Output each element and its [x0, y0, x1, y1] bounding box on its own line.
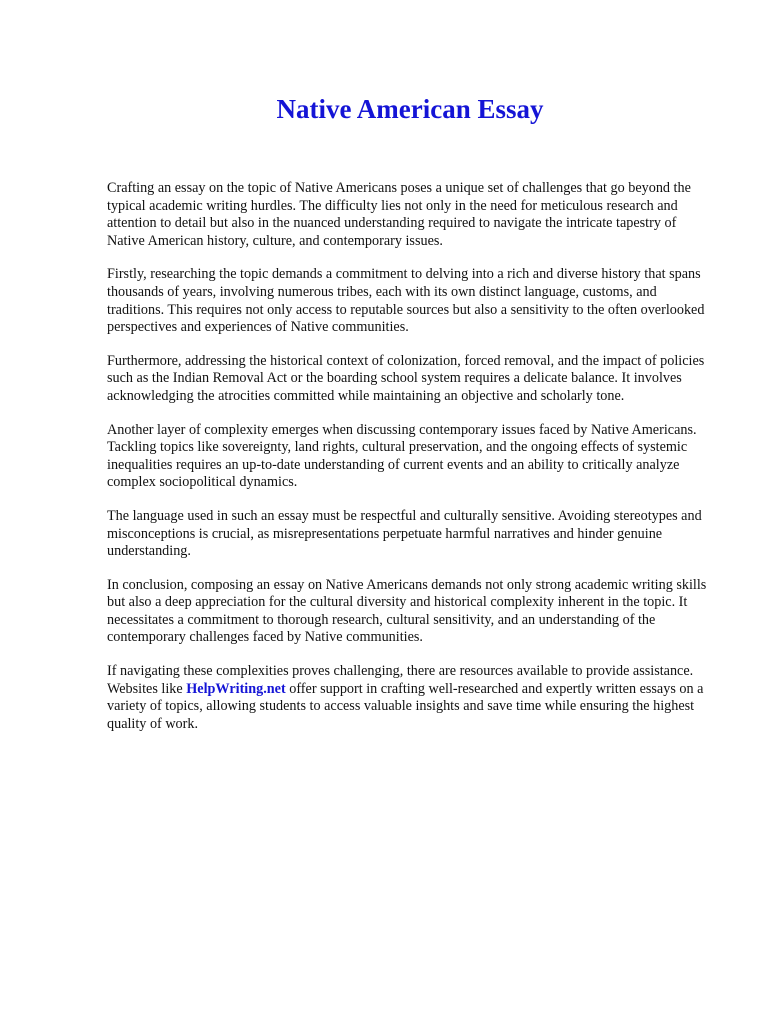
helpwriting-link[interactable]: HelpWriting.net [186, 680, 286, 697]
paragraph-5: The language used in such an essay must be respectful and culturally sensitive. Avoiding stereotypes and misconceptions is crucial, as misrepresentations perpetuate harmful narratives and hinder genuine understanding. [107, 507, 702, 560]
paragraph-7-before-link: If navigating these complexities proves challenging, there are resources available to provide assistance. Websites like [107, 663, 694, 697]
paragraph-2: Firstly, researching the topic demands a commitment to delving into a rich and diverse history that spans thousands of years, involving numerous tribes, each with its own distinct language, customs, and traditions. This requires not only access to reputable sources but also a sensitivity to the often overlooked perspectives and experiences of Native communities. [107, 266, 705, 336]
paragraph-1: Crafting an essay on the topic of Native Americans poses a unique set of challenges that go beyond the typical academic writing hurdles. The difficulty lies not only in the need for meticulous research and attention to detail but also in the nuanced understanding required to navigate the intricate tapestry of Native American history, culture, and contemporary issues. [107, 180, 691, 249]
paragraph-4: Another layer of complexity emerges when discussing contemporary issues faced by Native Americans. Tackling topics like sovereignty, land rights, cultural preservation, and the ongoing effects of systemic inequalities requires an up-to-date understanding of current events and an ability to critically analyze complex sociopolitical dynamics. [107, 421, 697, 491]
paragraph-6: In conclusion, composing an essay on Native Americans demands not only strong academic writing skills but also a deep appreciation for the cultural diversity and historical complexity inherent in the topic. It necessitates a commitment to thorough research, cultural sensitivity, and an understanding of the contemporary challenges faced by Native communities. [107, 576, 707, 646]
paragraph-7-after-link: offer support in crafting well-researched and expertly written essays on a variety of topics, allowing students to access valuable insights and save time while ensuring the highest quality of work. [107, 680, 704, 732]
paragraph-7 [107, 663, 717, 733]
essay-body [107, 180, 717, 749]
paragraph-3: Furthermore, addressing the historical context of colonization, forced removal, and the impact of policies such as the Indian Removal Act or the boarding school system requires a delicate balance. It involves acknowledging the atrocities committed while maintaining an objective and scholarly tone. [107, 352, 705, 404]
page-title: Native American Essay [276, 94, 544, 124]
